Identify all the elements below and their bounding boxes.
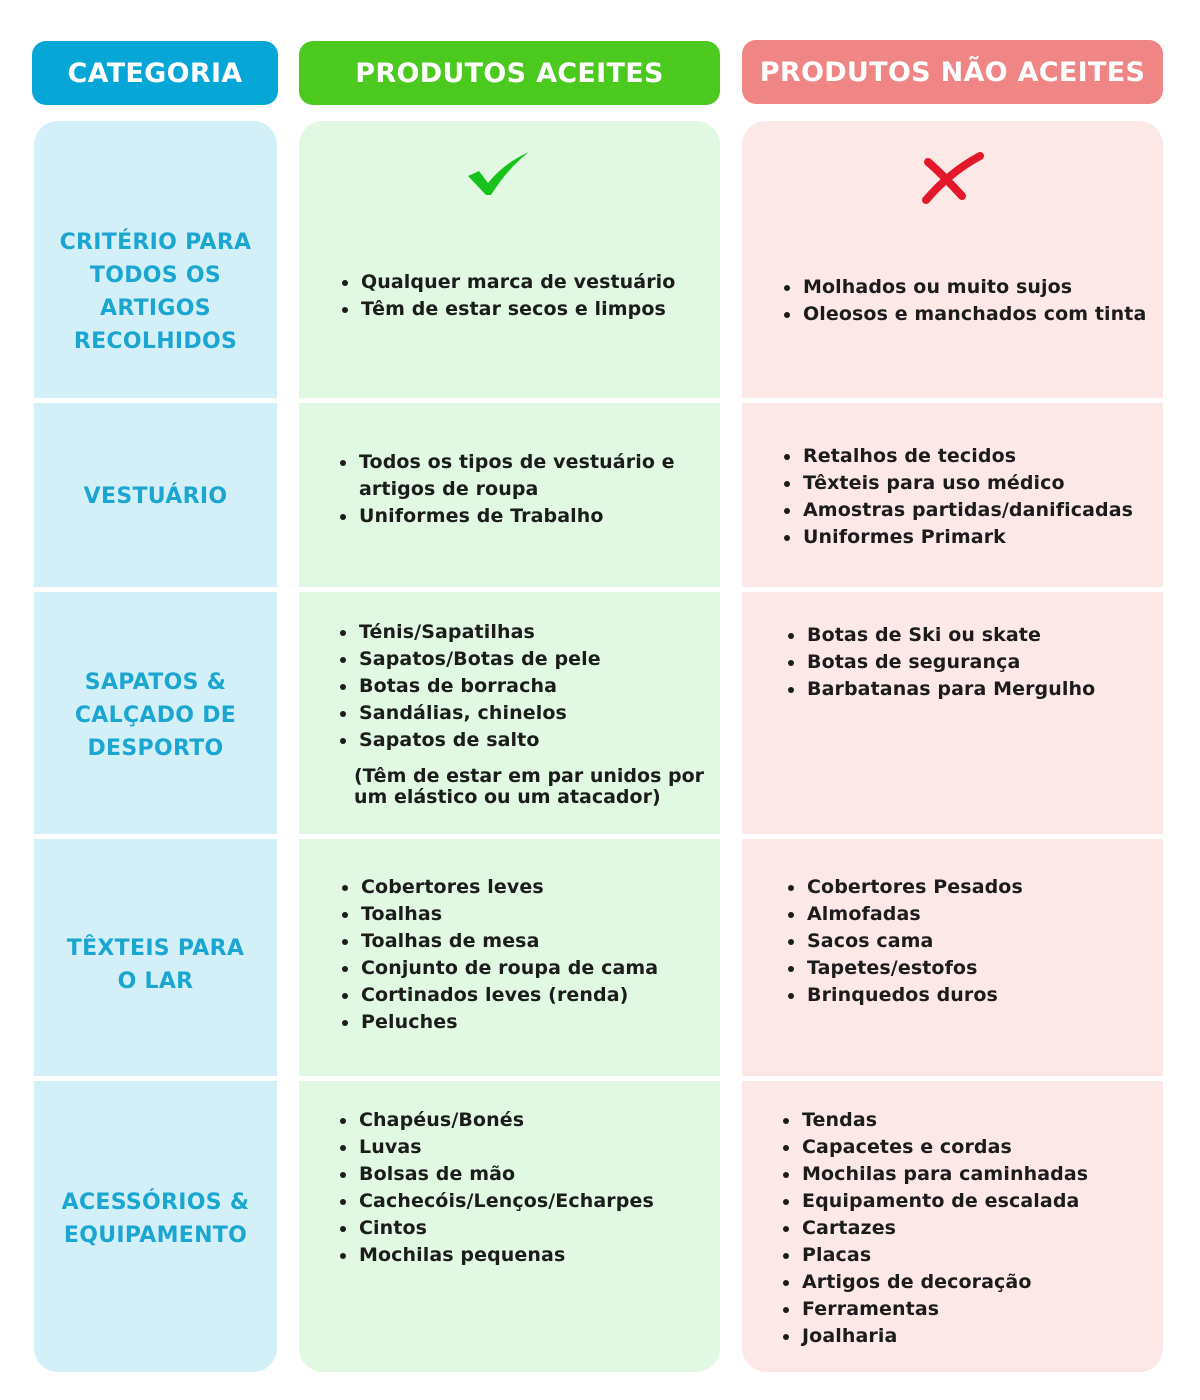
list-item: Todos os tipos de vestuário e artigos de roupa: [359, 449, 699, 503]
list-item: Cobertores Pesados: [807, 874, 1157, 901]
category-line: TODOS OS: [89, 263, 222, 288]
rejected-list-clothing: [783, 443, 1158, 551]
check-icon: [466, 150, 532, 198]
list-item: Tendas: [802, 1107, 1157, 1134]
row-divider: [0, 1076, 1200, 1081]
list-item: Barbatanas para Mergulho: [807, 676, 1157, 703]
header-accepted: PRODUTOS ACEITES: [299, 41, 720, 105]
category-clothing: [34, 478, 277, 514]
list-item: Tapetes/estofos: [807, 955, 1157, 982]
list-item: Toalhas: [361, 901, 711, 928]
category-line: TÊXTEIS PARA: [66, 936, 245, 961]
list-item: Bolsas de mão: [359, 1161, 709, 1188]
row-divider: [0, 398, 1200, 403]
list-item: Placas: [802, 1242, 1157, 1269]
accepted-list-accessories: [339, 1107, 709, 1269]
accepted-list-criteria: [341, 269, 711, 323]
list-item: Têxteis para uso médico: [803, 470, 1158, 497]
note-line: um elástico ou um atacador): [354, 786, 661, 808]
category-line: ARTIGOS: [100, 296, 211, 321]
list-item: Cobertores leves: [361, 874, 711, 901]
category-line: RECOLHIDOS: [73, 329, 238, 354]
list-item: Cartazes: [802, 1215, 1157, 1242]
list-item: Mochilas pequenas: [359, 1242, 709, 1269]
list-item: Brinquedos duros: [807, 982, 1157, 1009]
list-item: Sapatos/Botas de pele: [359, 646, 709, 673]
category-line: VESTUÁRIO: [83, 483, 228, 509]
accepted-list-clothing: [339, 449, 699, 530]
list-item: Qualquer marca de vestuário: [361, 269, 711, 296]
accepted-note-shoes: [354, 766, 716, 808]
header-category: CATEGORIA: [32, 41, 278, 105]
rejected-list-accessories: [782, 1107, 1157, 1350]
category-line: CALÇADO DE: [74, 702, 237, 728]
accepted-list-home-textiles: [341, 874, 711, 1036]
category-line: CRITÉRIO PARA: [59, 230, 252, 255]
list-item: Ténis/Sapatilhas: [359, 619, 709, 646]
list-item: Almofadas: [807, 901, 1157, 928]
list-item: Artigos de decoração: [802, 1269, 1157, 1296]
list-item: Mochilas para caminhadas: [802, 1161, 1157, 1188]
list-item: Botas de segurança: [807, 649, 1157, 676]
list-item: Cachecóis/Lenços/Echarpes: [359, 1188, 709, 1215]
list-item: Conjunto de roupa de cama: [361, 955, 711, 982]
category-line: EQUIPAMENTO: [63, 1223, 248, 1248]
header-rejected: PRODUTOS NÃO ACEITES: [742, 40, 1163, 104]
rejected-list-shoes: [787, 622, 1157, 703]
list-item: Sacos cama: [807, 928, 1157, 955]
list-item: Retalhos de tecidos: [803, 443, 1158, 470]
rejected-list-criteria: [783, 274, 1158, 328]
list-item: Uniformes de Trabalho: [359, 503, 699, 530]
list-item: Uniformes Primark: [803, 524, 1158, 551]
list-item: Oleosos e manchados com tinta: [803, 301, 1158, 328]
list-item: Têm de estar secos e limpos: [361, 296, 711, 323]
list-item: Botas de borracha: [359, 673, 709, 700]
list-item: Amostras partidas/danificadas: [803, 497, 1158, 524]
category-shoes: [34, 663, 277, 767]
category-line: ACESSÓRIOS &: [61, 1190, 250, 1215]
row-divider: [0, 587, 1200, 592]
list-item: Peluches: [361, 1009, 711, 1036]
list-item: Sandálias, chinelos: [359, 700, 709, 727]
list-item: Joalharia: [802, 1323, 1157, 1350]
list-item: Sapatos de salto: [359, 727, 709, 754]
category-line: DESPORTO: [87, 735, 224, 761]
list-item: Ferramentas: [802, 1296, 1157, 1323]
list-item: Chapéus/Bonés: [359, 1107, 709, 1134]
accepted-list-shoes: [339, 619, 709, 754]
category-line: O LAR: [117, 969, 194, 994]
rejected-list-home-textiles: [787, 874, 1157, 1009]
list-item: Equipamento de escalada: [802, 1188, 1157, 1215]
category-line: SAPATOS &: [84, 669, 227, 695]
list-item: Luvas: [359, 1134, 709, 1161]
category-accessories: [34, 1184, 277, 1254]
cross-icon: [920, 152, 984, 206]
category-criteria: [34, 223, 277, 361]
category-home-textiles: [34, 930, 277, 1000]
list-item: Molhados ou muito sujos: [803, 274, 1158, 301]
row-divider: [0, 834, 1200, 839]
list-item: Capacetes e cordas: [802, 1134, 1157, 1161]
list-item: Cintos: [359, 1215, 709, 1242]
list-item: Cortinados leves (renda): [361, 982, 711, 1009]
list-item: Botas de Ski ou skate: [807, 622, 1157, 649]
list-item: Toalhas de mesa: [361, 928, 711, 955]
note-line: (Têm de estar em par unidos por: [354, 765, 705, 787]
